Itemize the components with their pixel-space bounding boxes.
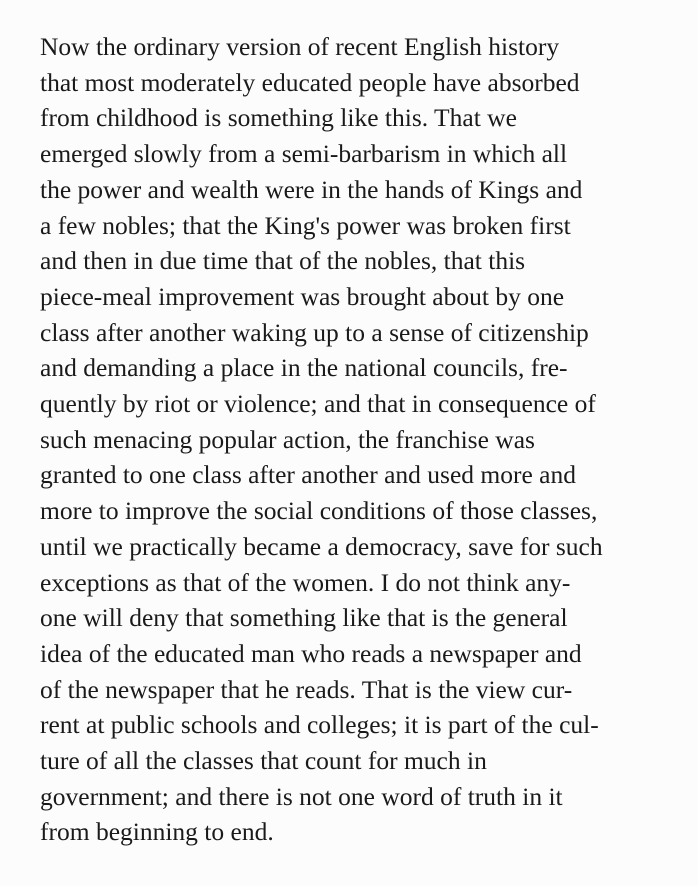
text-line: such menacing popular action, the franchise was	[40, 424, 535, 454]
text-line: idea of the educated man who reads a newspaper and	[40, 638, 582, 668]
text-line: more to improve the social conditions of those classes,	[40, 496, 598, 526]
text-line: and then in due time that of the nobles, that this	[40, 246, 526, 276]
text-line: from beginning to end.	[40, 817, 274, 847]
text-line: the power and wealth were in the hands of Kings and	[40, 174, 583, 204]
text-line: exceptions as that of the women. I do not think any-	[40, 567, 571, 597]
text-line: from childhood is something like this. That we	[40, 103, 517, 133]
text-line: piece-meal improvement was brought about by one	[40, 281, 565, 311]
text-line: until we practically became a democracy, save for such	[40, 531, 603, 561]
text-line: emerged slowly from a semi-barbarism in which all	[40, 139, 568, 169]
text-line: rent at public schools and colleges; it is part of the cul-	[40, 710, 599, 740]
text-line: of the newspaper that he reads. That is the view cur-	[40, 674, 573, 704]
text-line: granted to one class after another and used more and	[40, 460, 576, 490]
text-line: class after another waking up to a sense of citizenship	[40, 317, 589, 347]
text-passage	[40, 29, 680, 850]
text-line: quently by riot or violence; and that in consequence of	[40, 389, 596, 419]
text-line: and demanding a place in the national councils, fre-	[40, 353, 568, 383]
text-line: a few nobles; that the King's power was broken first	[40, 210, 571, 240]
text-line: Now the ordinary version of recent English history	[40, 32, 560, 61]
text-line: government; and there is not one word of truth in it	[40, 781, 563, 811]
text-line: one will deny that something like that is the general	[40, 603, 568, 633]
text-line: that most moderately educated people have absorbed	[40, 67, 580, 97]
text-line: ture of all the classes that count for much in	[40, 746, 487, 776]
